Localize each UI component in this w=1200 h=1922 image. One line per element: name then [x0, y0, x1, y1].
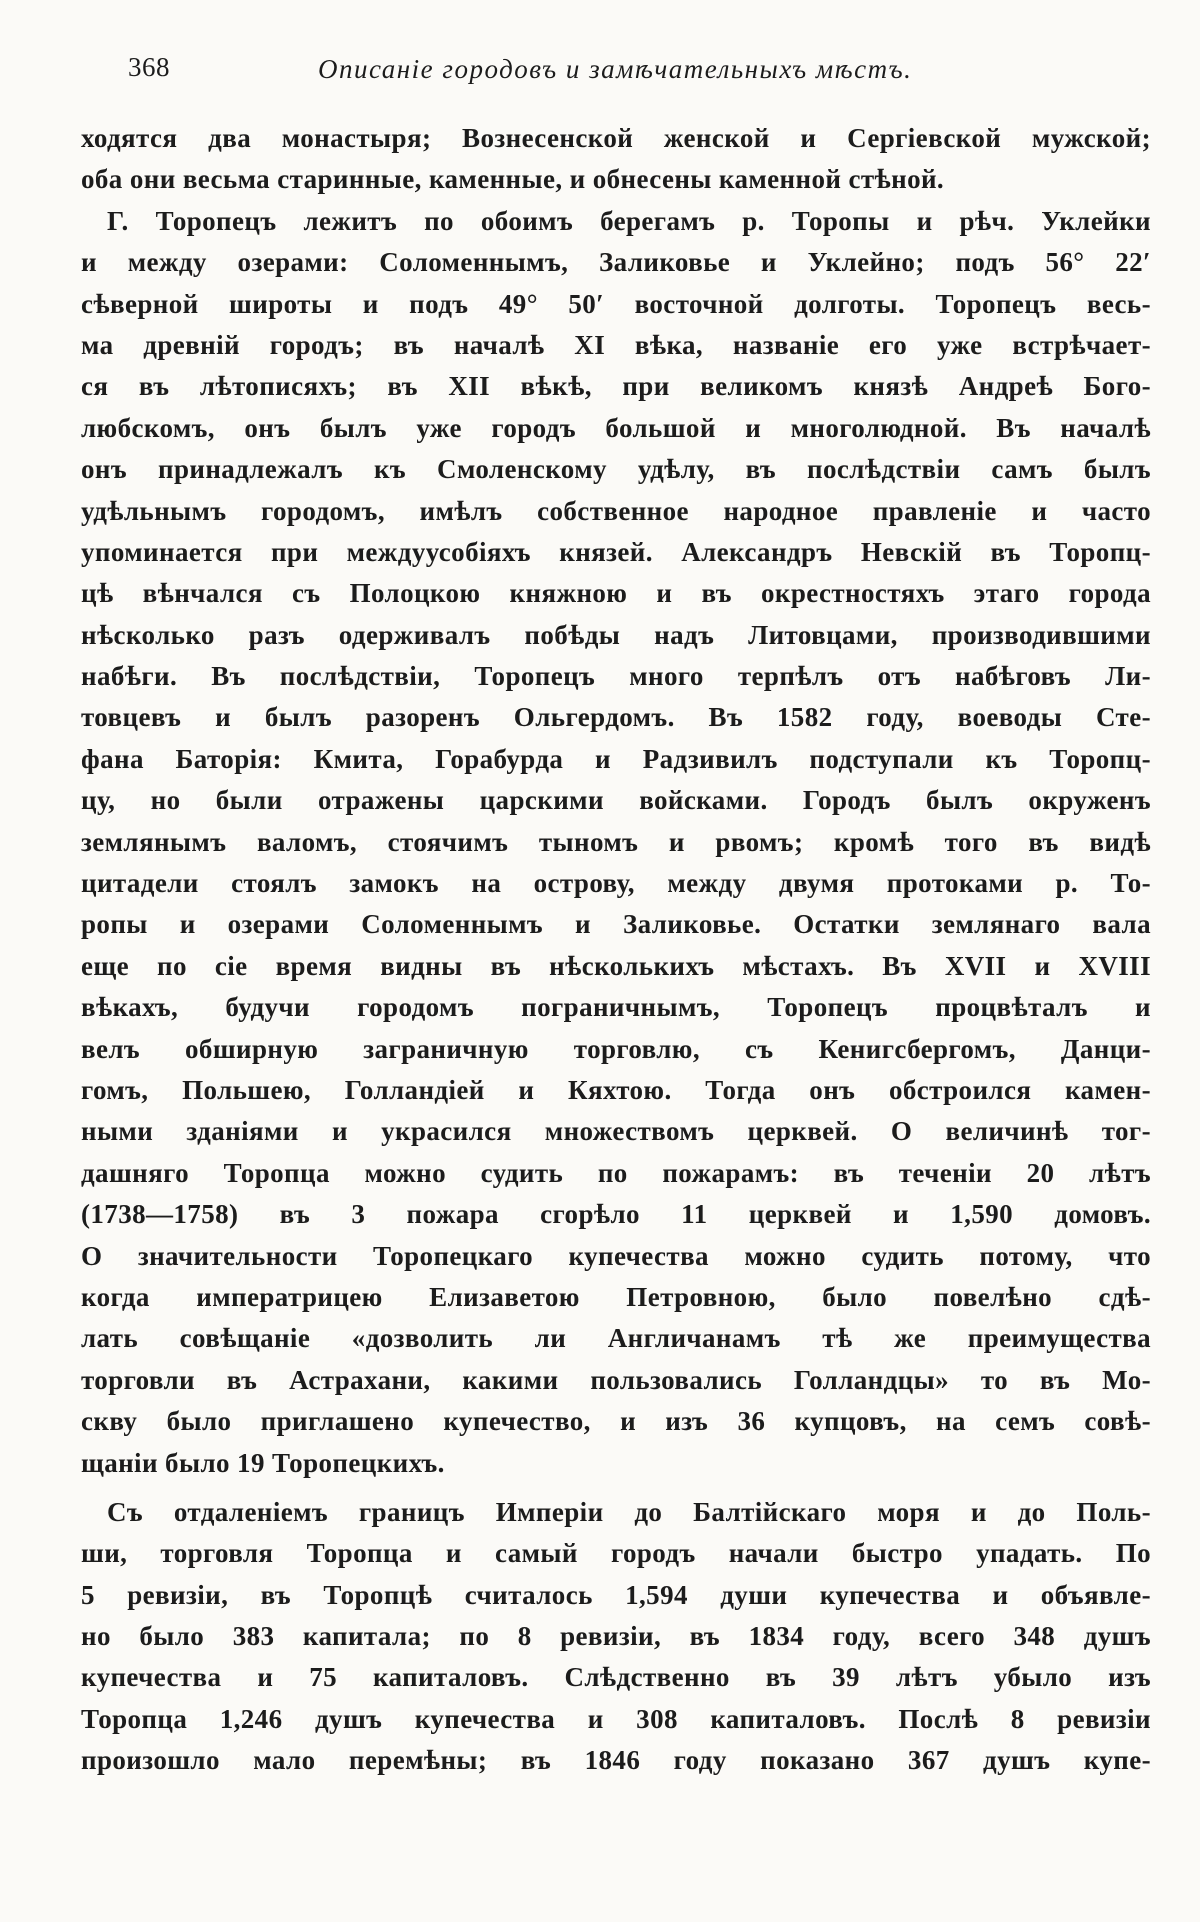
page-header	[128, 52, 1148, 92]
text-line: сѣверной широты и подъ 49° 50′ восточной долготы. Торопецъ весь-	[81, 288, 1151, 319]
text-line: 5 ревизіи, въ Торопцѣ считалось 1,594 души купечества и объявле-	[81, 1579, 1151, 1610]
text-line: ропы и озерами Соломеннымъ и Заликовье. Остатки землянаго вала	[81, 909, 1151, 940]
text-line: удѣльнымъ городомъ, имѣлъ собственное народное правленіе и часто	[81, 495, 1151, 526]
page-number: 368	[128, 52, 170, 82]
paragraph	[81, 118, 1151, 201]
text-line: гомъ, Польшею, Голландіей и Кяхтою. Тогда онъ обстроился камен-	[81, 1074, 1151, 1105]
text-line: ными зданіями и украсился множествомъ церквей. О величинѣ тог-	[81, 1116, 1151, 1147]
text-line: когда императрицею Елизаветою Петровною, было повелѣно сдѣ-	[81, 1281, 1151, 1312]
text-line: ся въ лѣтописяхъ; въ XII вѣкѣ, при великомъ князѣ Андреѣ Бого-	[81, 371, 1151, 402]
paragraph	[81, 1492, 1151, 1782]
text-line: Г. Торопецъ лежитъ по обоимъ берегамъ р. Торопы и рѣч. Уклейки	[107, 205, 1151, 236]
text-line: цитадели стоялъ замокъ на острову, между двумя протоками р. То-	[81, 868, 1151, 899]
text-line: велъ обширную заграничную торговлю, съ Кенигсбергомъ, Данци-	[81, 1033, 1151, 1064]
text-line: скву было приглашено купечество, и изъ 36 купцовъ, на семъ совѣ-	[81, 1406, 1151, 1437]
paragraph-gap	[81, 1484, 1151, 1492]
text-line: дашняго Торопца можно судить по пожарамъ: въ теченіи 20 лѣтъ	[81, 1157, 1151, 1188]
text-line: фана Баторія: Кмита, Горабурда и Радзивилъ подступали къ Торопц-	[81, 743, 1151, 774]
text-line: лать совѣщаніе «дозволить ли Англичанамъ тѣ же преимущества	[81, 1323, 1151, 1354]
text-line: ма древній городъ; въ началѣ XI вѣка, названіе его уже встрѣчает-	[81, 329, 1151, 360]
text-line: онъ принадлежалъ къ Смоленскому удѣлу, въ послѣдствіи самъ былъ	[81, 454, 1151, 485]
text-line: вѣкахъ, будучи городомъ пограничнымъ, Торопецъ процвѣталъ и	[81, 992, 1151, 1023]
text-line: землянымъ валомъ, стоячимъ тыномъ и рвомъ; кромѣ того въ видѣ	[81, 826, 1151, 857]
text-line: оба они весьма старинные, каменные, и обнесены каменной стѣной.	[81, 164, 945, 195]
text-line: цѣ вѣнчался съ Полоцкою княжною и въ окрестностяхъ этаго города	[81, 578, 1151, 609]
text-line: ходятся два монастыря; Вознесенской женской и Сергіевской мужской;	[81, 123, 1151, 153]
text-line: Съ отдаленіемъ границъ Имперіи до Балтійскаго моря и до Поль-	[107, 1496, 1151, 1527]
body-text	[81, 118, 1151, 1782]
text-line: нѣсколько разъ одерживалъ побѣды надъ Литовцами, производившими	[81, 619, 1151, 650]
text-line: упоминается при междуусобіяхъ князей. Александръ Невскій въ Торопц-	[81, 536, 1151, 567]
text-line: товцевъ и былъ разоренъ Ольгердомъ. Въ 1582 году, воеводы Сте-	[81, 702, 1151, 733]
text-line: купечества и 75 капиталовъ. Слѣдственно въ 39 лѣтъ убыло изъ	[81, 1662, 1151, 1693]
paragraph	[81, 201, 1151, 1484]
text-line: еще по сіе время видны въ нѣсколькихъ мѣстахъ. Въ XVII и XVIII	[81, 950, 1151, 981]
text-line: любскомъ, онъ былъ уже городъ большой и многолюдной. Въ началѣ	[81, 412, 1151, 443]
text-line: набѣги. Въ послѣдствіи, Торопецъ много терпѣлъ отъ набѣговъ Ли-	[81, 661, 1151, 692]
running-head: Описаніе городовъ и замѣчательныхъ мѣстъ.	[318, 54, 913, 84]
text-line: (1738—1758) въ 3 пожара сгорѣло 11 церквей и 1,590 домовъ.	[81, 1199, 1151, 1230]
text-line: и между озерами: Соломеннымъ, Заликовье и Уклейно; подъ 56° 22′	[81, 247, 1151, 278]
text-line: О значительности Торопецкаго купечества можно судить потому, что	[81, 1240, 1151, 1271]
text-line: цу, но были отражены царскими войсками. Городъ былъ окруженъ	[81, 785, 1151, 816]
text-line: щаніи было 19 Торопецкихъ.	[81, 1447, 445, 1478]
text-line: произошло мало перемѣны; въ 1846 году показано 367 душъ купе-	[81, 1745, 1151, 1776]
text-line: торговли въ Астрахани, какими пользовались Голландцы» то въ Мо-	[81, 1364, 1151, 1395]
text-line: Торопца 1,246 душъ купечества и 308 капиталовъ. Послѣ 8 ревизіи	[81, 1703, 1151, 1734]
text-line: ши, торговля Торопца и самый городъ начали быстро упадать. По	[81, 1538, 1151, 1569]
text-line: но было 383 капитала; по 8 ревизіи, въ 1834 году, всего 348 душъ	[81, 1621, 1151, 1652]
